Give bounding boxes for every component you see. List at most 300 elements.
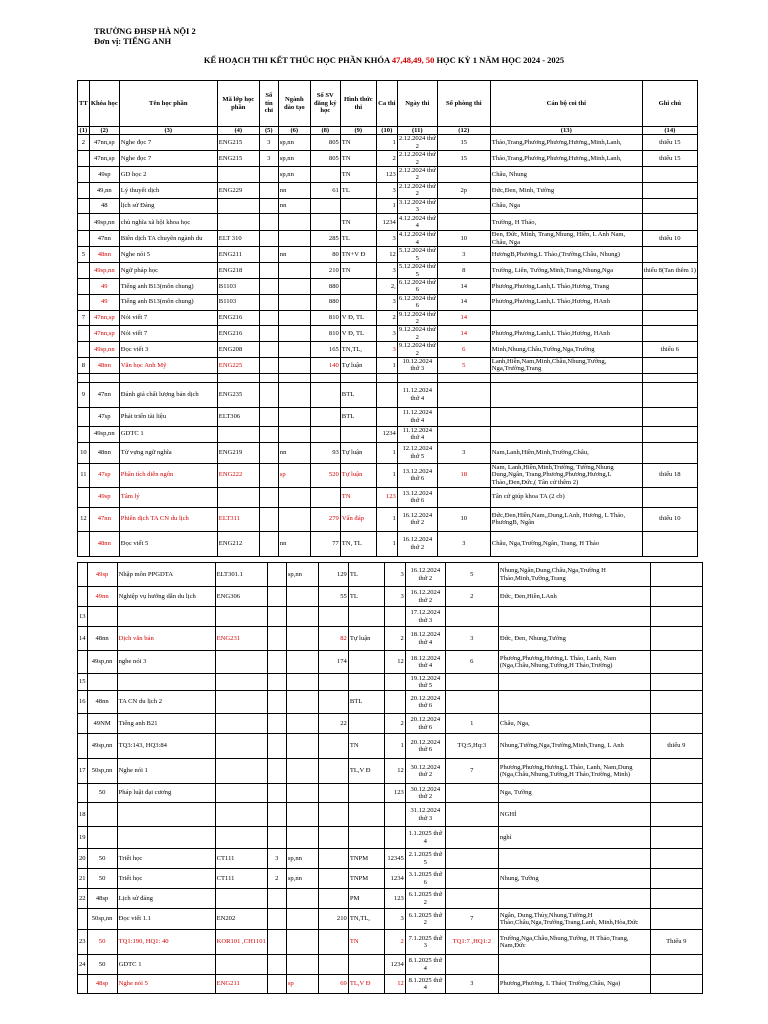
room-count: [437, 382, 490, 407]
exam-shift: 2: [376, 310, 397, 326]
student-count: 810: [310, 326, 340, 342]
student-count: [318, 803, 348, 827]
column-number-credits: (5): [259, 127, 278, 135]
note: [650, 563, 702, 587]
proctors: HươngB,Phương,L Thảo,(Trường,Châu, Nhung): [490, 247, 642, 263]
course-cohort: [89, 373, 119, 382]
column-number-class-code: (4): [217, 127, 259, 135]
proctors: NGHỈ: [498, 803, 650, 827]
class-code: ENG215: [217, 135, 259, 151]
tt: 15: [78, 674, 88, 691]
course-name: Tâm lý: [119, 487, 217, 507]
major: [278, 342, 310, 358]
course-cohort: 50sp,nn: [87, 909, 117, 930]
room-count: 14: [437, 278, 490, 294]
exam-format: TL,V Đ: [348, 759, 384, 784]
exam-date: 5.12.2024 thứ 5: [398, 263, 436, 278]
proctors: Thảo,Trang,Phương,Phương,Hương,,Minh,Lanh,: [490, 151, 642, 167]
major: [278, 214, 310, 231]
note: [650, 889, 702, 909]
major: [278, 407, 310, 426]
tt: [78, 975, 88, 994]
class-code: [217, 167, 259, 183]
exam-date: 30.12.2024 thứ 2: [405, 784, 445, 803]
course-name: Lịch sử đảng: [117, 889, 215, 909]
major: nn: [278, 198, 310, 214]
course-name: Phân tích diễn ngôn: [119, 463, 217, 487]
exam-schedule-table-2: [77, 562, 703, 994]
room-count: [445, 849, 498, 869]
table-row: [78, 326, 698, 342]
course-cohort: 47nn,sp: [89, 326, 119, 342]
course-cohort: 48nn: [89, 442, 119, 463]
course-name: chủ nghĩa xã hội khoa học: [119, 214, 217, 231]
class-code: ENG216: [217, 326, 259, 342]
room-count: 10: [437, 507, 490, 531]
exam-shift: [384, 803, 405, 827]
tt: 18: [78, 803, 88, 827]
column-header-major: Ngành đào tạo: [278, 81, 310, 127]
exam-shift: 3: [384, 909, 405, 930]
room-count: 6: [437, 342, 490, 358]
exam-shift: 1: [376, 198, 397, 214]
column-header-row: [78, 81, 698, 127]
major: [278, 507, 310, 531]
tt: [78, 373, 90, 382]
exam-date: 19.12.2024 thứ 5: [405, 674, 445, 691]
exam-date: 4.12.2024 thứ 4: [398, 231, 436, 246]
course-name: Đọc viết 3: [119, 342, 217, 358]
credits: [267, 691, 286, 714]
note: [642, 382, 697, 407]
class-code: CT111: [215, 849, 267, 869]
room-count: [445, 827, 498, 849]
student-count: 82: [318, 627, 348, 651]
note: [650, 849, 702, 869]
course-cohort: 47nn,sp: [89, 135, 119, 151]
table-row: [78, 803, 703, 827]
proctors: [498, 889, 650, 909]
credits: [267, 975, 286, 994]
exam-format: Tự luận: [340, 463, 376, 487]
exam-format: TN: [340, 214, 376, 231]
course-name: Biên dịch TA chuyên ngành du: [119, 231, 217, 247]
major: [286, 759, 318, 784]
note: [650, 827, 702, 849]
proctors: Đức, Đen, Nhung,Tường: [498, 627, 650, 651]
tt: 13: [78, 607, 88, 627]
student-count: [318, 607, 348, 627]
class-code: ENG235: [217, 382, 259, 407]
major: [278, 426, 310, 442]
exam-date: 13.12.2024 thứ 6: [397, 463, 437, 487]
class-code: B1103: [217, 294, 259, 310]
proctors: [490, 426, 642, 442]
credits: [259, 463, 278, 487]
proctors: nghỉ: [498, 827, 650, 849]
credits: [259, 373, 278, 382]
column-header-class-code: Mã lớp học phần: [217, 81, 259, 127]
proctors: Trường,Nga,Châu,Nhung,Tường, H Thảo,Trang, Nam,Đức: [498, 930, 650, 955]
class-code: [217, 198, 259, 214]
exam-format: [340, 198, 376, 214]
exam-format: TL: [340, 231, 376, 247]
proctors: Châu, Nga,Trường,Ngân, Trang, H Thảo: [490, 531, 642, 556]
student-count: 880: [310, 278, 340, 294]
student-count: 80: [310, 247, 340, 263]
column-number-course-name: (3): [119, 127, 217, 135]
exam-shift: 1234: [376, 214, 397, 231]
proctors: Nam,Lanh,Hiền,Minh,Trường,Châu,: [490, 442, 642, 463]
course-name: Nói viết 7: [119, 310, 217, 326]
course-cohort: 48nn: [89, 531, 119, 556]
tt: 16: [78, 691, 88, 714]
credits: [259, 342, 278, 358]
credits: 2: [267, 869, 286, 889]
room-count: [437, 198, 490, 214]
table-row: [78, 563, 703, 587]
note: [650, 651, 702, 674]
exam-format: TL: [348, 587, 384, 607]
course-cohort: 48nn: [87, 691, 117, 714]
tt: [78, 909, 88, 930]
tt: [78, 151, 90, 167]
course-cohort: 49nn: [87, 587, 117, 607]
exam-shift: 3: [376, 342, 397, 358]
course-cohort: 50: [87, 930, 117, 955]
course-name: Tiếng anh B13(môn chung): [119, 278, 217, 294]
exam-date: 2.12.2024 thứ 2: [398, 135, 436, 150]
tt: 10: [78, 442, 90, 463]
course-cohort: 50sp,nn: [87, 759, 117, 784]
exam-shift: [376, 373, 397, 382]
note: [650, 627, 702, 651]
room-count: 8: [437, 263, 490, 279]
exam-format: TN+V Đ: [340, 247, 376, 263]
proctors: Phương,Phương,Lanh,L Thảo,Hương, Trang: [490, 278, 642, 294]
exam-date: 20.12.2024 thứ 6: [405, 691, 445, 714]
room-count: [437, 487, 490, 507]
exam-date: 16.12.2024 thứ 2: [397, 507, 437, 531]
student-count: [318, 849, 348, 869]
table-row: [78, 975, 703, 994]
proctors: [498, 955, 650, 975]
exam-format: [348, 651, 384, 674]
table-row: [78, 531, 698, 556]
major: sp,nn: [278, 135, 310, 151]
column-header-course-cohort: Khóa học: [89, 81, 119, 127]
table-row: [78, 849, 703, 869]
column-number-exam-format: (9): [340, 127, 376, 135]
exam-date: 6.1.2025 thứ 2: [405, 889, 445, 909]
course-cohort: 49sp: [89, 487, 119, 507]
room-count: [445, 869, 498, 889]
room-count: [445, 955, 498, 975]
course-name: Phát triển tài liệu: [119, 407, 217, 426]
table-row: [78, 373, 698, 382]
course-cohort: 49sp,nn: [87, 651, 117, 674]
exam-shift: 2: [384, 627, 405, 651]
note: thiếu 18: [642, 463, 697, 487]
tt: [78, 214, 90, 231]
course-cohort: 49: [89, 278, 119, 294]
class-code: [215, 651, 267, 674]
tt: [78, 531, 90, 556]
credits: [259, 247, 278, 263]
table-row: [78, 627, 703, 651]
major: [286, 734, 318, 759]
major: [278, 326, 310, 342]
credits: [267, 930, 286, 955]
class-code: [215, 691, 267, 714]
exam-format: Tự luận: [348, 627, 384, 651]
exam-shift: [384, 674, 405, 691]
course-cohort: [87, 607, 117, 627]
exam-date: 10.12.2024 thứ 3: [397, 357, 437, 373]
course-cohort: [87, 827, 117, 849]
course-cohort: 49sp,nn: [89, 263, 119, 279]
course-cohort: 49NM: [87, 714, 117, 734]
table-row: [78, 231, 698, 247]
exam-format: TN: [340, 135, 376, 151]
course-cohort: 47nn,sp: [89, 310, 119, 326]
tt: [78, 182, 90, 198]
credits: [267, 734, 286, 759]
exam-shift: 3: [376, 294, 397, 310]
course-name: Đánh giá chất lượng bản dịch: [119, 382, 217, 407]
note: [642, 182, 697, 198]
exam-date: 18.12.2024 thứ 4: [405, 651, 445, 674]
exam-shift: 123: [376, 167, 397, 183]
major: [286, 909, 318, 930]
exam-date: 1.1.2025 thứ 4: [405, 827, 445, 849]
class-code: ENG229: [217, 182, 259, 198]
column-header-credits: Số tín chỉ: [259, 81, 278, 127]
proctors: Nhung, Tường: [498, 869, 650, 889]
exam-shift: [384, 691, 405, 714]
room-count: 5: [437, 357, 490, 373]
exam-format: BTL: [340, 382, 376, 407]
exam-shift: 1: [376, 507, 397, 531]
exam-format: V Đ, TL: [340, 310, 376, 326]
tt: [78, 714, 88, 734]
exam-shift: 12: [376, 247, 397, 263]
course-name: Nghe nói 1: [117, 759, 215, 784]
column-number-tt: (1): [78, 127, 90, 135]
exam-format: [340, 426, 376, 442]
table-row: [78, 382, 698, 407]
exam-format: TN, TL: [340, 531, 376, 556]
student-count: [318, 674, 348, 691]
course-cohort: 47nn: [89, 382, 119, 407]
major: [286, 691, 318, 714]
class-code: [217, 373, 259, 382]
room-count: [437, 407, 490, 426]
course-cohort: 49sp,nn: [89, 214, 119, 231]
note: [650, 607, 702, 627]
proctors: [498, 691, 650, 714]
exam-format: BTL: [348, 691, 384, 714]
note: thiếu 15: [642, 151, 697, 167]
student-count: [318, 869, 348, 889]
class-code: ELT301.1: [215, 563, 267, 587]
column-header-room-count: Số phòng thi: [437, 81, 490, 127]
credits: [259, 263, 278, 279]
class-code: B1103: [217, 278, 259, 294]
table-row: [78, 198, 698, 214]
table-row: [78, 955, 703, 975]
class-code: [215, 759, 267, 784]
exam-date: 12.12.2024 thứ 5: [397, 442, 437, 463]
course-name: [117, 674, 215, 691]
course-name: Triết học: [117, 849, 215, 869]
column-header-exam-date: Ngày thi: [397, 81, 437, 127]
room-count: TQ1:7 ,HQ1:2: [445, 930, 498, 955]
exam-date: 11.12.2024 thứ 4: [397, 382, 437, 407]
tt: 17: [78, 759, 88, 784]
exam-shift: 3: [384, 587, 405, 607]
major: nn: [278, 247, 310, 263]
credits: [267, 955, 286, 975]
room-count: 3: [437, 531, 490, 556]
class-code: [215, 889, 267, 909]
proctors: [498, 674, 650, 691]
student-count: [318, 784, 348, 803]
major: [286, 827, 318, 849]
title-cohorts: 47,48,49, 50: [391, 55, 435, 65]
exam-date: 6.1.2025 thứ 2: [405, 909, 445, 930]
proctors: Nam, Lanh,Hiền,Minh,Trường, Tường,Nhung Dung,Ngân, Trang,Phương,Phương,Hương,L Thảo,,Đen,Đức,( Tân cử thêm 2): [490, 463, 642, 487]
exam-format: TL: [340, 182, 376, 198]
student-count: 69: [318, 975, 348, 994]
exam-format: [348, 784, 384, 803]
unit-name: Đơn vị: TIẾNG ANH: [94, 36, 172, 46]
exam-shift: 12: [384, 651, 405, 674]
exam-shift: 12: [384, 975, 405, 994]
note: thiếu 9: [650, 734, 702, 759]
table-row: [78, 426, 698, 442]
credits: [267, 803, 286, 827]
student-count: [310, 214, 340, 231]
course-cohort: 47sp: [89, 463, 119, 487]
column-number-student-count: (8): [310, 127, 340, 135]
column-header-course-name: Tên học phần: [119, 81, 217, 127]
table-row: [78, 930, 703, 955]
tt: 22: [78, 889, 88, 909]
table-row: [78, 294, 698, 310]
class-code: ENG212: [217, 531, 259, 556]
proctors: Châu, Nga,: [498, 714, 650, 734]
course-name: Lý thuyết dịch: [119, 182, 217, 198]
student-count: 174: [318, 651, 348, 674]
note: [642, 326, 697, 342]
proctors: Trường, Liên, Tường,Minh,Trang,Nhung,Nga: [490, 263, 642, 279]
exam-date: 2.12.2024 thứ 2: [398, 151, 436, 166]
student-count: [310, 167, 340, 183]
proctors: Đức, Đen,Hiền,LAnh: [498, 587, 650, 607]
tt: 12: [78, 507, 90, 531]
table-row: [78, 487, 698, 507]
course-name: Dịch văn bản: [117, 627, 215, 651]
table-row: [78, 827, 703, 849]
room-count: [437, 167, 490, 183]
tt: [78, 734, 88, 759]
student-count: [318, 759, 348, 784]
credits: [259, 487, 278, 507]
table-row: [78, 651, 703, 674]
student-count: 805: [310, 151, 340, 167]
course-cohort: 50: [87, 955, 117, 975]
course-cohort: 47nn,sp: [89, 151, 119, 167]
table-row: [78, 342, 698, 358]
student-count: [310, 407, 340, 426]
proctors: [498, 607, 650, 627]
exam-shift: 1: [376, 442, 397, 463]
credits: [259, 182, 278, 198]
exam-date: 4.12.2024 thứ 4: [398, 215, 436, 230]
room-count: 3: [437, 442, 490, 463]
course-name: Nghiệp vụ hướng dẫn du lịch: [117, 587, 215, 607]
tt: [78, 651, 88, 674]
exam-date: 8.1.2025 thứ 4: [405, 955, 445, 975]
major: [278, 487, 310, 507]
student-count: 520: [310, 463, 340, 487]
room-count: 5: [445, 563, 498, 587]
proctors: Phương,Phương,Hương,L Thảo, Lanh, Nam (Nga,Châu,Nhung,Tường,H Thảo,Trường): [498, 651, 650, 674]
exam-date: 16.12.2024 thứ 2: [405, 587, 445, 607]
course-cohort: 47nn: [89, 507, 119, 531]
note: [642, 294, 697, 310]
class-code: ENG222: [217, 463, 259, 487]
page-title: [0, 55, 768, 65]
table-row: [78, 310, 698, 326]
major: [286, 803, 318, 827]
class-code: ENG215: [217, 151, 259, 167]
class-code: [215, 955, 267, 975]
note: [642, 442, 697, 463]
student-count: 61: [310, 182, 340, 198]
class-code: [215, 803, 267, 827]
course-cohort: 49sp,nn: [89, 426, 119, 442]
proctors: Đức,Đen,Hiền,Nam,,Dung,LAnh, Hương, L Thảo, PhươngB, Ngân: [490, 507, 642, 531]
course-name: TQ1:190, HQ1: 40: [117, 930, 215, 955]
note: thiếu 10: [642, 507, 697, 531]
major: [278, 278, 310, 294]
table-row: [78, 442, 698, 463]
proctors: Châu, Nga: [490, 198, 642, 214]
tt: 5: [78, 247, 90, 263]
class-code: [215, 714, 267, 734]
course-name: GD học 2: [119, 167, 217, 183]
course-cohort: [87, 803, 117, 827]
table-row: [78, 784, 703, 803]
tt: [78, 326, 90, 342]
table-row: [78, 263, 698, 279]
student-count: [310, 373, 340, 382]
table-row: [78, 357, 698, 373]
student-count: 285: [310, 231, 340, 247]
school-name: TRƯỜNG ĐHSP HÀ NỘI 2: [94, 26, 196, 36]
credits: [267, 827, 286, 849]
column-number-room-count: (12): [437, 127, 490, 135]
class-code: ENG208: [217, 342, 259, 358]
column-number-exam-date: (11): [397, 127, 437, 135]
course-cohort: 48: [89, 198, 119, 214]
course-name: Nhập môn PPGDTA: [117, 563, 215, 587]
course-name: Đọc viết 5: [119, 531, 217, 556]
class-code: ENG225: [217, 357, 259, 373]
room-count: 18: [437, 463, 490, 487]
